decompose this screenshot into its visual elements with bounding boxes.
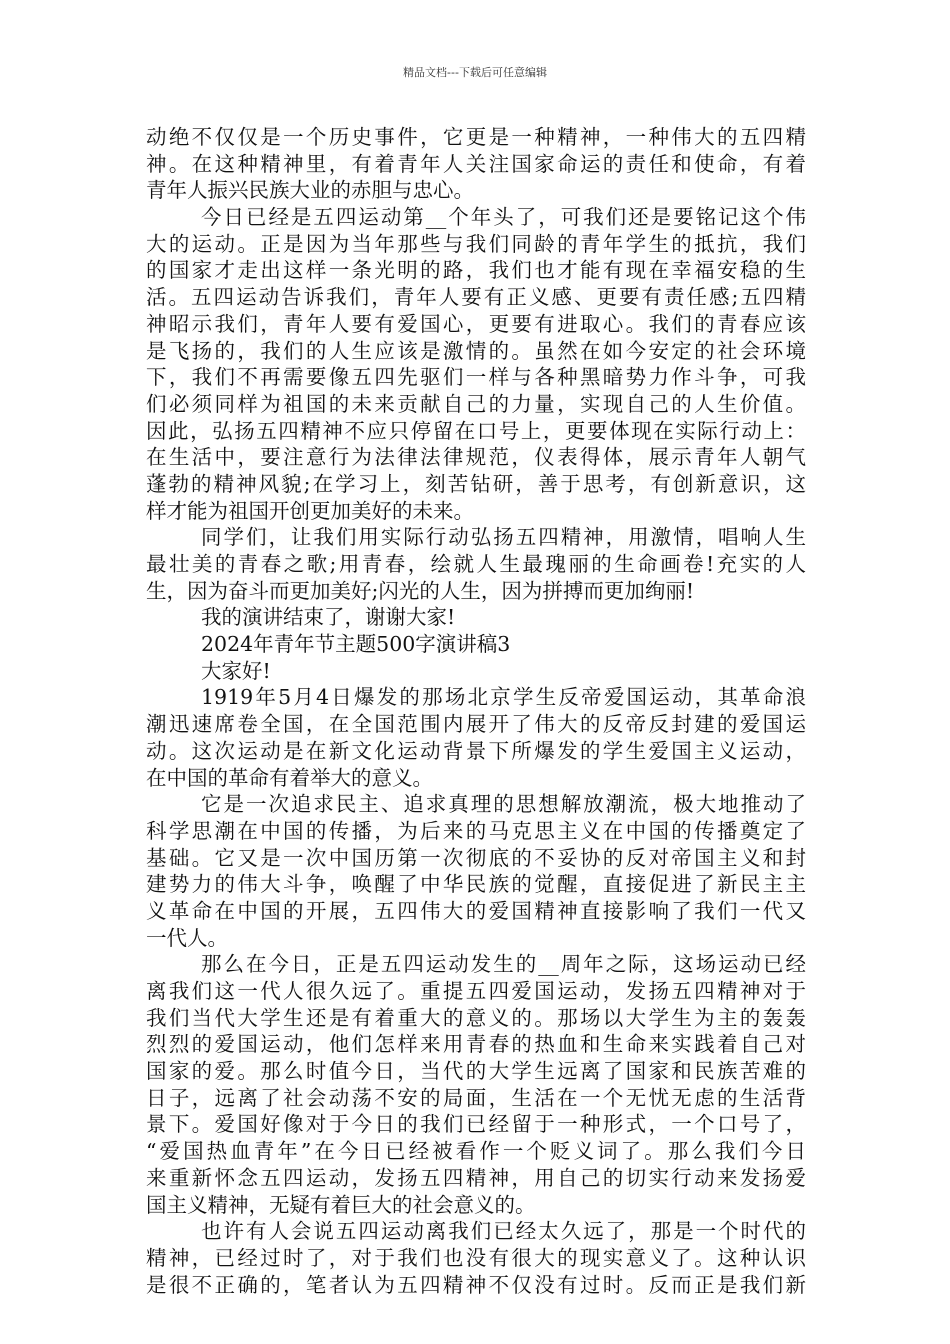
text-line: 那么在今日，正是五四运动发生的__周年之际，这场运动已经 — [201, 952, 806, 977]
text-line: 科学思潮在中国的传播，为后来的马克思主义在中国的传播奠定了 — [146, 818, 806, 843]
text-line: 一代人。 — [146, 925, 228, 950]
text-line: 们必须同样为祖国的未来贡献自己的力量，实现自己的人生价值。 — [146, 391, 806, 416]
text-line: 因此，弘扬五四精神不应只停留在口号上，更要体现在实际行动上： — [146, 418, 806, 443]
text-line: 国家的爱。那么时值今日，当代的大学生远离了国家和民族苦难的 — [146, 1059, 806, 1084]
text-line: 是飞扬的，我们的人生应该是激情的。虽然在如今安定的社会环境 — [146, 338, 806, 363]
text-line: 精神，已经过时了，对于我们也没有很大的现实意义了。这种认识 — [146, 1245, 806, 1270]
text-line: 动。这次运动是在新文化运动背景下所爆发的学生爱国主义运动， — [146, 738, 806, 763]
text-line: 动绝不仅仅是一个历史事件，它更是一种精神，一种伟大的五四精 — [146, 125, 806, 149]
text-line: 下，我们不再需要像五四先驱们一样与各种黑暗势力作斗争，可我 — [146, 365, 806, 390]
text-line: 生，因为奋斗而更加美好;闪光的人生，因为拼搏而更加绚丽! — [146, 578, 695, 603]
text-line: 是很不正确的，笔者认为五四精神不仅没有过时。反而正是我们新 — [146, 1272, 806, 1297]
text-line: 它是一次追求民主、追求真理的思想解放潮流，极大地推动了 — [201, 792, 806, 817]
page-header: 精品文档---下载后可任意编辑 — [403, 66, 547, 79]
text-line: 同学们，让我们用实际行动弘扬五四精神，用激情，唱响人生 — [201, 525, 806, 550]
text-line: 最壮美的青春之歌;用青春，绘就人生最瑰丽的生命画卷!充实的人 — [146, 552, 806, 576]
text-line: 青年人振兴民族大业的赤胆与忠心。 — [146, 178, 474, 203]
text-line: 景下。爱国好像对于今日的我们已经留于一种形式，一个口号了， — [146, 1112, 806, 1137]
text-line: 在中国的革命有着举大的意义。 — [146, 765, 433, 790]
text-line: 烈烈的爱国运动，他们怎样来用青春的热血和生命来实践着自己对 — [146, 1032, 806, 1057]
text-line: 在生活中，要注意行为法律法律规范，仪表得体，展示青年人朝气 — [146, 445, 806, 470]
text-line: 蓬勃的精神风貌;在学习上，刻苦钻研，善于思考，有创新意识，这 — [146, 471, 806, 496]
text-line: 潮迅速席卷全国，在全国范围内展开了伟大的反帝反封建的爱国运 — [146, 712, 806, 737]
text-line: 也许有人会说五四运动离我们已经太久远了，那是一个时代的 — [201, 1219, 806, 1244]
text-line: 1919年5月4日爆发的那场北京学生反帝爱国运动，其革命浪 — [201, 685, 806, 710]
text-line: 我的演讲结束了，谢谢大家! — [201, 605, 456, 630]
text-line: 大家好! — [201, 658, 271, 683]
text-line: 基础。它又是一次中国历第一次彻底的不妥协的反对帝国主义和封 — [146, 845, 806, 870]
text-line: 今日已经是五四运动第__个年头了，可我们还是要铭记这个伟 — [201, 205, 806, 230]
text-line: 神。在这种精神里，有着青年人关注国家命运的责任和使命，有着 — [146, 151, 806, 176]
text-line: 来重新怀念五四运动，发扬五四精神，用自己的切实行动来发扬爱 — [146, 1165, 806, 1190]
text-line: 2024年青年节主题500字演讲稿3 — [201, 632, 511, 657]
text-line: 建势力的伟大斗争，唤醒了中华民族的觉醒，直接促进了新民主主 — [146, 872, 806, 897]
text-line: 神昭示我们，青年人要有爱国心，更要有进取心。我们的青春应该 — [146, 311, 806, 336]
document-body — [146, 124, 806, 1298]
text-line: 的国家才走出这样一条光明的路，我们也才能有现在幸福安稳的生 — [146, 258, 806, 283]
text-line: 离我们这一代人很久远了。重提五四爱国运动，发扬五四精神对于 — [146, 979, 806, 1003]
text-line: 样才能为祖国开创更加美好的未来。 — [146, 498, 474, 523]
text-line: “爱国热血青年”在今日已经被看作一个贬义词了。那么我们今日 — [146, 1139, 806, 1164]
text-line: 大的运动。正是因为当年那些与我们同龄的青年学生的抵抗，我们 — [146, 231, 806, 256]
text-line: 活。五四运动告诉我们，青年人要有正义感、更要有责任感;五四精 — [146, 285, 806, 310]
text-line: 我们当代大学生还是有着重大的意义的。那场以大学生为主的轰轰 — [146, 1005, 806, 1030]
text-line: 日子，远离了社会动荡不安的局面，生活在一个无忧无虑的生活背 — [146, 1085, 806, 1110]
text-line: 国主义精神，无疑有着巨大的社会意义的。 — [146, 1192, 536, 1217]
text-line: 义革命在中国的开展，五四伟大的爱国精神直接影响了我们一代又 — [146, 898, 806, 923]
